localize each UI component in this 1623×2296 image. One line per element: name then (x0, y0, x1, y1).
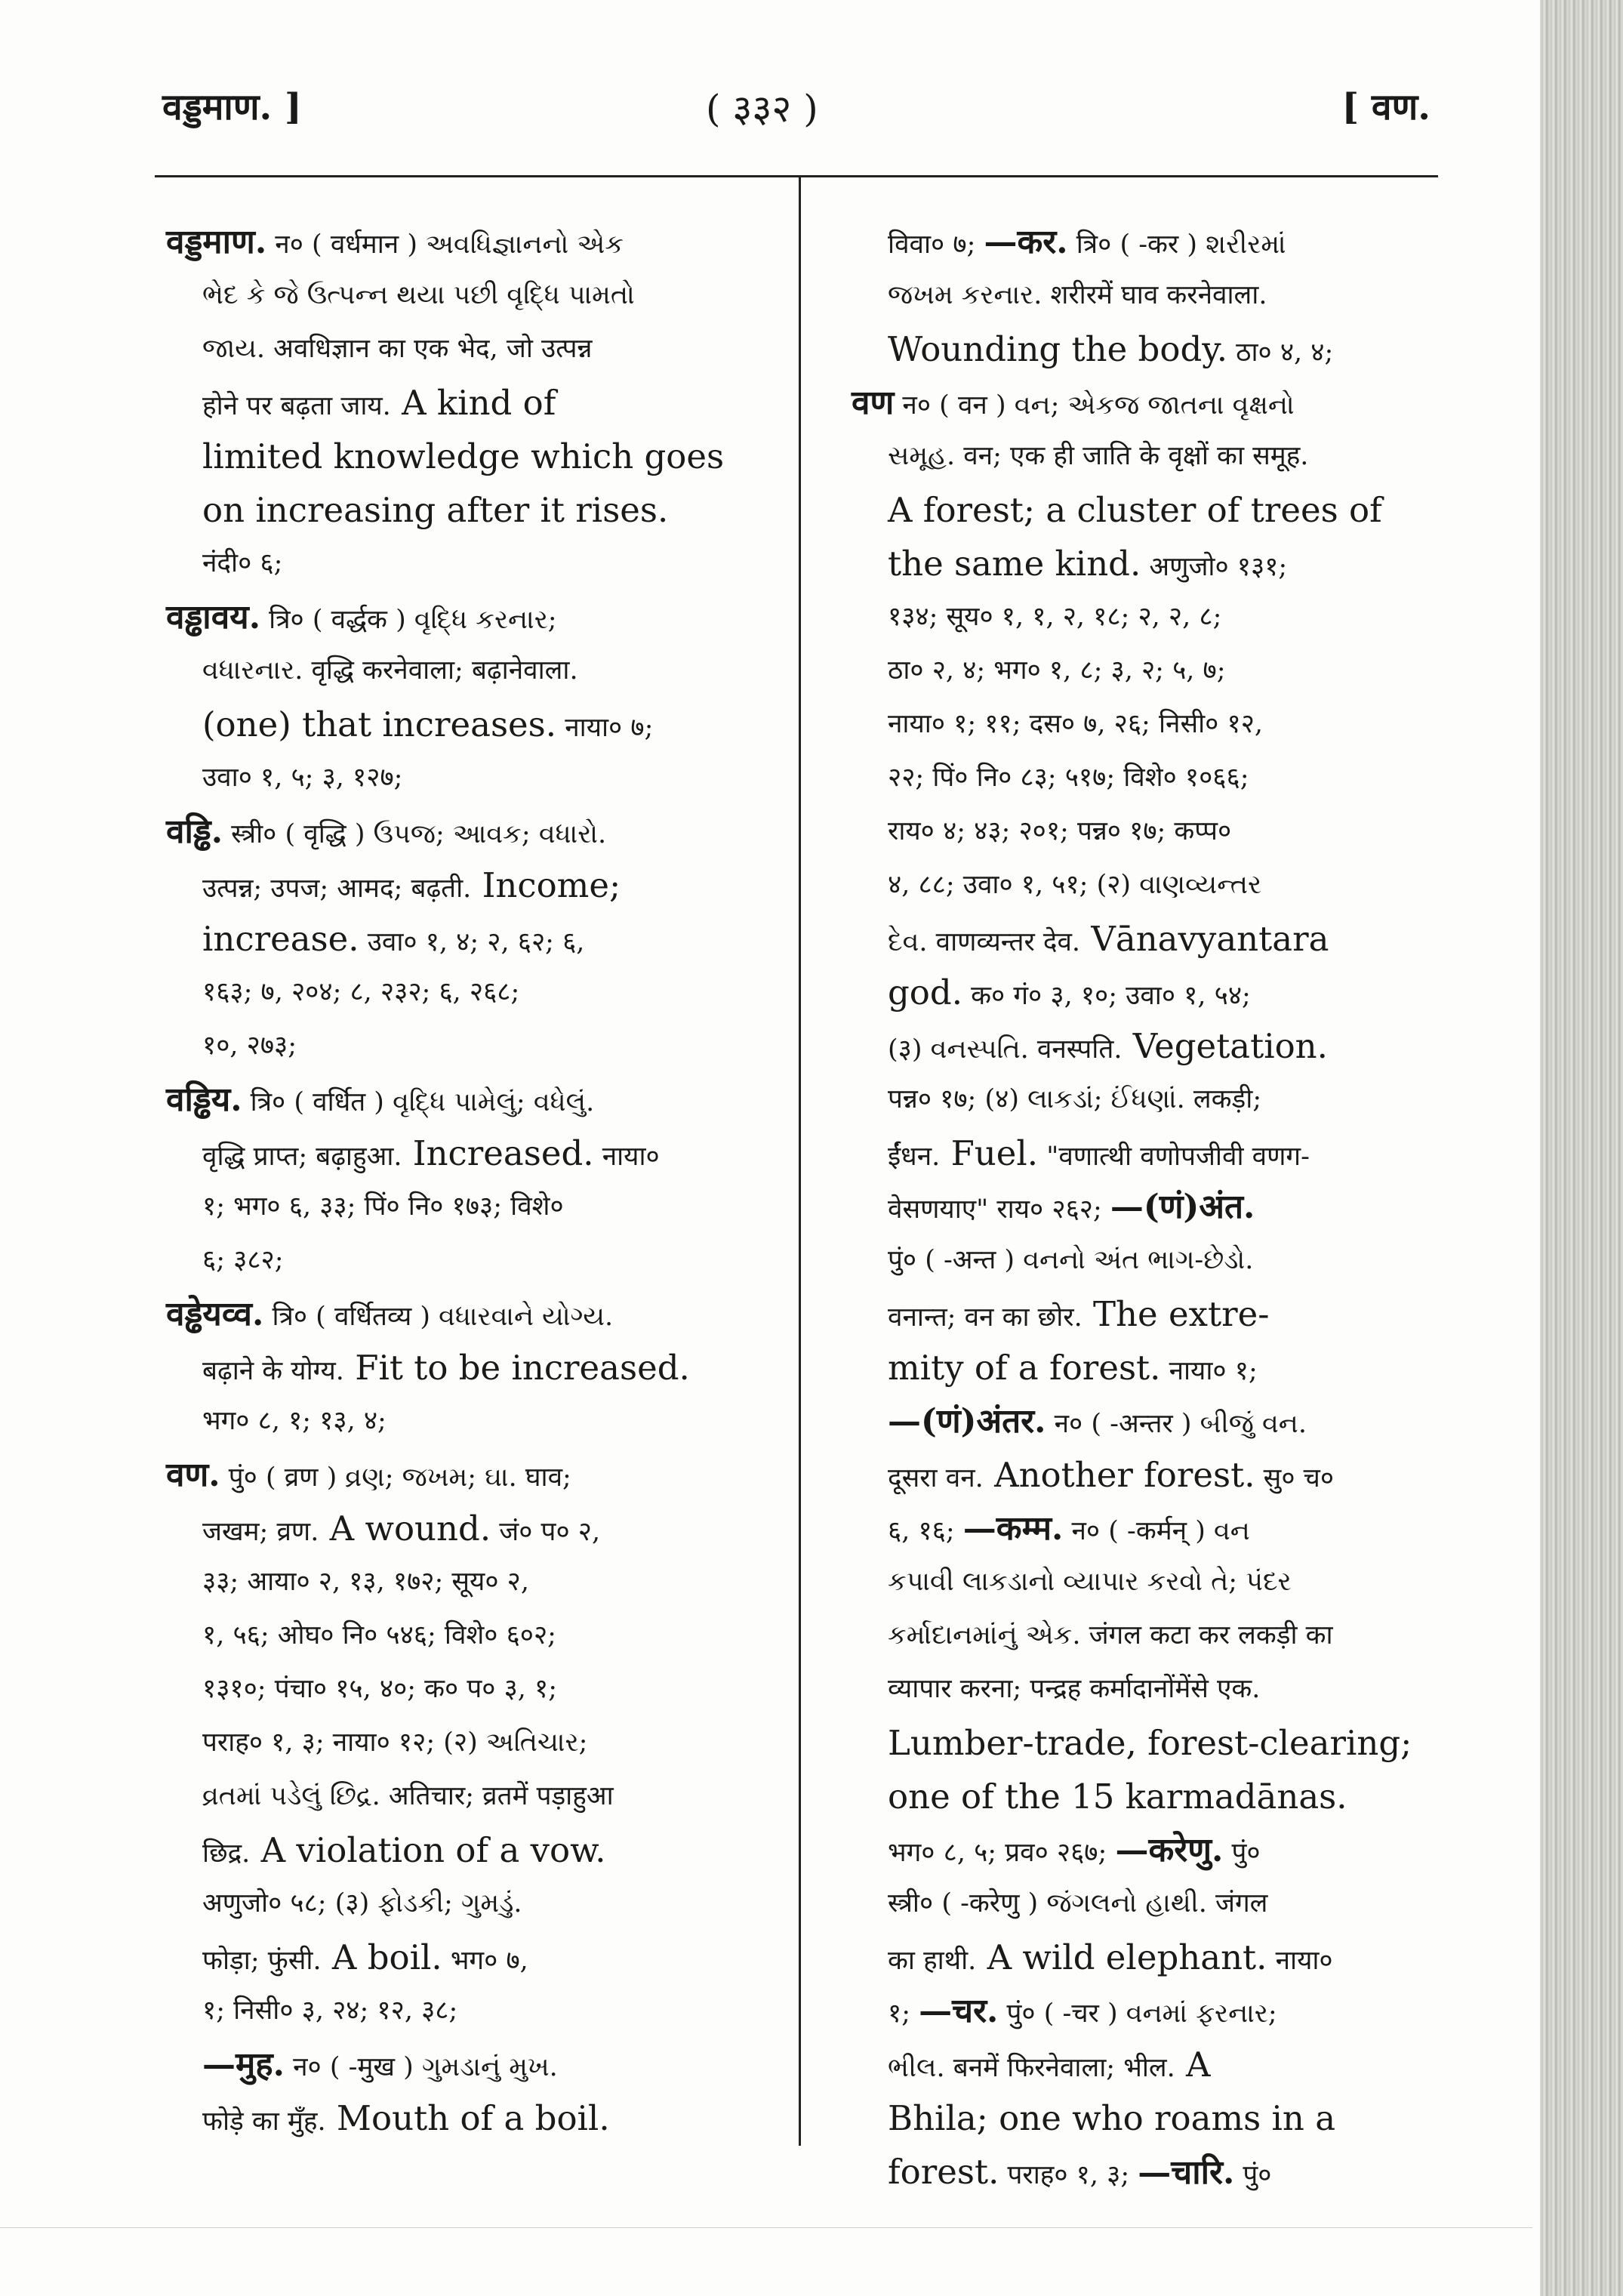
dictionary-line (852, 1073, 1474, 1126)
gloss-text: फोड़ा; फुंसी. (202, 1946, 322, 1976)
dictionary-line (852, 537, 1474, 590)
gloss-text: वृद्धि प्राप्त; बढ़ाहुआ. (202, 1142, 402, 1172)
dictionary-line (852, 2145, 1474, 2199)
gloss-text: उत्पन्न; उपज; आमद; बढ़ती. (202, 874, 472, 904)
gloss-text: पन्न० १७; (४) લાકડાં; ઈંધણાં. लकड़ी; (888, 1084, 1262, 1114)
dictionary-line (852, 215, 1474, 269)
gloss-text: १०, २७३; (202, 1031, 297, 1061)
gloss-text: વ્રતમાં પડેલું છિદ્ર. अतिचार; व्रतमें पड़ाहुआ (202, 1781, 614, 1811)
gloss-text: १; (888, 1999, 919, 2029)
english-gloss: A boil. (321, 1937, 442, 1977)
headword: —चारि. (1138, 2153, 1235, 2192)
gloss-text: ६, १६; (888, 1516, 963, 1546)
english-gloss: The extre- (1082, 1294, 1270, 1334)
dictionary-line (166, 1770, 789, 1823)
dictionary-line (166, 966, 789, 1019)
dictionary-line (852, 1555, 1474, 1609)
english-gloss: A violation of a vow. (250, 1830, 606, 1870)
headword: वण. (166, 1456, 220, 1494)
dictionary-line (166, 751, 789, 805)
gloss-text: ३३; आया० २, १३, १७२; सूय० २, (202, 1567, 530, 1597)
english-gloss: A kind of (390, 383, 556, 423)
gloss-text: ६; ३८२; (202, 1245, 284, 1275)
gloss-text: त्रि० ( वर्धित ) વૃદ્ધિ પામેલું; વધેલું. (242, 1087, 595, 1117)
header-first-word: वड्डमाण. ] (162, 86, 302, 128)
dictionary-line (166, 1502, 789, 1555)
gloss-text: न० ( -कर्मन् ) વન (1063, 1516, 1250, 1546)
gloss-text: नाया० (1267, 1946, 1333, 1976)
english-gloss: on increasing after it rises. (202, 490, 669, 530)
english-gloss: forest. (888, 2152, 999, 2192)
english-gloss: Increased. (402, 1133, 594, 1173)
dictionary-line (166, 858, 789, 912)
dictionary-line (166, 1448, 789, 1502)
dictionary-line (852, 1395, 1474, 1448)
gloss-text: १, ५६; ओघ० नि० ५४६; विशे० ६०२; (202, 1620, 556, 1650)
dictionary-line (166, 1555, 789, 1609)
dictionary-line (166, 1341, 789, 1395)
dictionary-line (852, 1663, 1474, 1716)
gloss-text: १; निसी० ३, २४; १२, ३८; (202, 1996, 458, 2026)
gloss-text: पराह० १, ३; नाया० १२; (२) અતિચાર; (202, 1727, 588, 1758)
gloss-text: ભેદ કે જે ઉત્પન્ન થયા પછી વૃદ્ધિ પામતો (202, 280, 635, 310)
gloss-text: "वणात्थी वणोपजीवी वणग- (1038, 1142, 1310, 1172)
gloss-text: पुं० (1234, 2160, 1272, 2190)
gloss-text: २२; पिं० नि० ८३; ५१७; विशे० १०६६; (888, 763, 1249, 793)
headword: वड्ढेयव्व. (166, 1295, 264, 1333)
dictionary-line (852, 2091, 1474, 2145)
headword: —(णं)अंत. (1110, 1188, 1255, 1226)
gloss-text: अणुजो० ५८; (३) ફોડકી; ગુમડું. (202, 1888, 522, 1918)
gloss-text: १३४; सूय० १, १, २, १८; २, २, ८; (888, 602, 1222, 632)
dictionary-line (852, 1234, 1474, 1287)
gloss-text: उवा० १, ४; २, ६२; ६, (359, 927, 585, 957)
dictionary-line (166, 269, 789, 322)
english-gloss: increase. (202, 919, 359, 959)
gloss-text: भग० ८, १; १३, ४; (202, 1406, 387, 1436)
dictionary-line (852, 966, 1474, 1019)
gloss-text: સમૂહ. वन; एक ही जाति के वृक्षों का समूह. (888, 441, 1309, 471)
gloss-text: छिद्र. (202, 1838, 251, 1869)
dictionary-line (852, 322, 1474, 376)
gloss-text: बढ़ाने के योग्य. (202, 1356, 344, 1386)
gloss-text: વધારનાર. वृद्धि करनेवाला; बढ़ानेवाला. (202, 655, 578, 686)
gloss-text: જાય. अवधिज्ञान का एक भेद, जो उत्पन्न (202, 334, 593, 364)
gloss-text: पराह० १, ३; (999, 2160, 1138, 2190)
footer-rule (0, 2227, 1532, 2228)
english-gloss: Fit to be increased. (343, 1348, 690, 1388)
gloss-text: ईंधन. (888, 1142, 941, 1172)
dictionary-line (166, 1877, 789, 1931)
gloss-text: स्त्री० ( वृद्धि ) ઉપજ; આવક; વધારો. (223, 819, 607, 849)
english-gloss: god. (888, 972, 963, 1012)
dictionary-line (852, 1823, 1474, 1877)
gloss-text: व्यापार करना; पन्द्रह कर्मादानोंमेंसे एक. (888, 1674, 1261, 1704)
gloss-text: न० ( वन ) વન; એકજ જાતના વૃક્ષનો (894, 390, 1295, 421)
dictionary-line (852, 1931, 1474, 1984)
gloss-text: न० ( -अन्तर ) બીજું વન. (1046, 1409, 1307, 1439)
dictionary-line (852, 644, 1474, 698)
gloss-text: नाया० १; (1160, 1356, 1258, 1386)
dictionary-line (166, 1287, 789, 1341)
dictionary-line (852, 1609, 1474, 1663)
dictionary-line (852, 430, 1474, 483)
english-gloss: (one) that increases. (202, 704, 557, 744)
dictionary-line (166, 1126, 789, 1180)
gloss-text: जं० प० २, (491, 1517, 601, 1547)
gloss-text: विवा० ७; (888, 230, 984, 260)
headword: —कम्म. (962, 1509, 1064, 1548)
dictionary-line (852, 590, 1474, 644)
dictionary-line (166, 1663, 789, 1716)
dictionary-line (166, 376, 789, 430)
dictionary-line (166, 1180, 789, 1234)
headword: वड्ढावय. (166, 598, 261, 636)
dictionary-line (166, 1823, 789, 1877)
dictionary-line (166, 2091, 789, 2145)
dictionary-line (166, 1395, 789, 1448)
dictionary-line (852, 698, 1474, 751)
gloss-text: वेसणयाए" राय० २६२; (888, 1194, 1110, 1225)
gloss-text: १; भग० ६, ३३; पिं० नि० १७३; विशे० (202, 1191, 564, 1222)
dictionary-line (166, 537, 789, 590)
gloss-text: स्त्री० ( -करेणु ) જંગલનો હાથી. जंगल (888, 1888, 1268, 1918)
gloss-text: કપાવી લાકડાનો વ્યાપાર કરવો તે; પંદર (888, 1567, 1292, 1597)
dictionary-line (166, 215, 789, 269)
dictionary-line (166, 698, 789, 751)
gloss-text: ભીલ. बनमें फिरनेवाला; भील. (888, 2053, 1175, 2083)
dictionary-line (166, 1234, 789, 1287)
headword: —चर. (919, 1992, 999, 2030)
headword: वड्डमाण. (166, 223, 267, 261)
dictionary-line (166, 644, 789, 698)
gloss-text: १३१०; पंचा० १५, ४०; क० प० ३, १; (202, 1674, 558, 1704)
english-gloss: Bhila; one who roams in a (888, 2098, 1336, 2138)
dictionary-line (852, 1126, 1474, 1180)
gloss-text: न० ( वर्धमान ) અવધિજ્ઞાનનો એક (266, 230, 624, 260)
dictionary-line (166, 1019, 789, 1073)
dictionary-line (166, 1073, 789, 1126)
gloss-text: अणुजो० १३१; (1141, 552, 1288, 582)
english-gloss: Lumber-trade, forest-clearing; (888, 1723, 1412, 1763)
gloss-text: नाया० १; ११; दस० ७, २६; निसी० १२, (888, 709, 1264, 739)
dictionary-line (852, 751, 1474, 805)
gloss-text: त्रि० ( वर्द्धक ) વૃદ્ધિ કરનાર; (260, 605, 557, 635)
dictionary-line (166, 912, 789, 966)
english-gloss: A wound. (319, 1509, 491, 1549)
english-gloss: mity of a forest. (888, 1348, 1161, 1388)
gloss-text: न० ( -मुख ) ગુમડાનું મુખ. (285, 2052, 558, 2082)
english-gloss: Vānavyantara (1080, 919, 1329, 959)
gloss-text: नाया० ७; (556, 713, 654, 743)
gloss-text: दूसरा वन. (888, 1463, 984, 1493)
gloss-text: त्रि० ( वर्धितव्य ) વધારવાને યોગ્ય. (263, 1302, 614, 1332)
gloss-text: राय० ४; ४३; २०१; पन्न० १७; कप्प० (888, 816, 1232, 846)
gloss-text: ठा० २, ४; भग० १, ८; ३, २; ५, ७; (888, 655, 1226, 686)
english-gloss: the same kind. (888, 544, 1141, 584)
gloss-text: सु० च० (1255, 1463, 1335, 1493)
gloss-text: જખમ કરનાર. शरीरमें घाव करनेवाला. (888, 280, 1267, 310)
dictionary-line (852, 1341, 1474, 1395)
english-gloss: Fuel. (940, 1133, 1039, 1173)
gloss-text: દેવ. वाणव्यन्तर देव. (888, 927, 1081, 957)
gloss-text: वनान्त; वन का छोर. (888, 1302, 1083, 1333)
scan-edge-shadow (1540, 0, 1623, 2296)
english-gloss: Income; (471, 865, 621, 905)
gloss-text: नंदी० ६; (202, 548, 283, 578)
gloss-text: का हाथी. (888, 1946, 977, 1976)
dictionary-line (852, 1019, 1474, 1073)
gloss-text: भग० ७, (442, 1946, 528, 1976)
gloss-text: फोड़े का मुँह. (202, 2106, 326, 2137)
dictionary-line (852, 269, 1474, 322)
english-gloss: one of the 15 karmadānas. (888, 1777, 1347, 1817)
dictionary-line (166, 483, 789, 537)
gloss-text: भग० ८, ५; प्रव० २६७; (888, 1838, 1116, 1868)
header-rule (155, 175, 1438, 177)
left-column (166, 215, 789, 2148)
dictionary-line (166, 430, 789, 483)
gloss-text: उवा० १, ५; ३, १२७; (202, 763, 403, 793)
english-gloss: Another forest. (983, 1455, 1255, 1495)
right-column (852, 215, 1474, 2192)
gloss-text: क० गं० ३, १०; उवा० १, ५४; (962, 981, 1251, 1011)
headword: —मुह. (202, 2045, 285, 2084)
english-gloss: Mouth of a boil. (325, 2098, 610, 2138)
dictionary-line (166, 322, 789, 376)
gloss-text: त्रि० ( -कर ) શરીરમાં (1067, 230, 1286, 260)
dictionary-line (852, 858, 1474, 912)
dictionary-line (852, 483, 1474, 537)
dictionary-line (166, 805, 789, 858)
headword: वड्ढिय. (166, 1080, 242, 1119)
dictionary-line (852, 1877, 1474, 1931)
header-last-word: [ वण. (1341, 86, 1431, 128)
gloss-text: नाया० (593, 1142, 660, 1172)
headword: वड्ढि. (166, 812, 223, 851)
gloss-text: पुं० ( व्रण ) વ્રણ; જખમ; ઘા. घाव; (220, 1462, 571, 1493)
headword: —कर. (984, 223, 1068, 261)
gloss-text: કર્માદાનમાંનું એક. जंगल कटा कर लकड़ी का (888, 1620, 1333, 1650)
english-gloss: A forest; a cluster of trees of (888, 490, 1382, 530)
dictionary-line (852, 805, 1474, 858)
page-header (162, 82, 1431, 142)
gloss-text: जखम; व्रण. (202, 1517, 319, 1547)
dictionary-line (852, 1770, 1474, 1823)
headword: —करेणु. (1115, 1831, 1224, 1869)
english-gloss: A wild elephant. (976, 1937, 1267, 1977)
dictionary-line (166, 2038, 789, 2091)
gloss-text: होने पर बढ़ता जाय. (202, 391, 391, 421)
dictionary-line (852, 1448, 1474, 1502)
gloss-text: (३) વનસ્પતિ. वनस्पति. (888, 1034, 1123, 1065)
gloss-text: ठा० ४, ४; (1227, 337, 1334, 368)
dictionary-line (852, 376, 1474, 430)
dictionary-line (852, 1287, 1474, 1341)
gloss-text: ४, ८८; उवा० १, ५१; (२) વાણવ્યન્તર (888, 870, 1262, 900)
dictionary-line (852, 2038, 1474, 2091)
gloss-text: पुं० ( -अन्त ) વનનો અંત ભાગ-છેડો. (888, 1245, 1254, 1275)
gloss-text: पुं० (1223, 1838, 1261, 1868)
column-divider (799, 175, 801, 2146)
headword: —(णं)अंतर. (888, 1402, 1046, 1441)
english-gloss: Wounding the body. (888, 329, 1227, 369)
headword: वण (852, 384, 895, 422)
gloss-text: १६३; ७, २०४; ८, २३२; ६, २६८; (202, 977, 520, 1007)
dictionary-line (852, 1180, 1474, 1234)
dictionary-line (852, 1502, 1474, 1555)
page-number: ( ३३२ ) (706, 87, 818, 131)
dictionary-line (852, 912, 1474, 966)
english-gloss: Vegetation. (1122, 1026, 1328, 1066)
dictionary-line (166, 1609, 789, 1663)
dictionary-line (166, 1716, 789, 1770)
english-gloss: limited knowledge which goes (202, 436, 725, 476)
dictionary-line (852, 1716, 1474, 1770)
dictionary-line (166, 1931, 789, 1984)
english-gloss: A (1175, 2045, 1211, 2085)
dictionary-line (852, 1984, 1474, 2038)
gloss-text: पुं० ( -चर ) વનમાં ફરનાર; (998, 1999, 1277, 2029)
dictionary-line (166, 1984, 789, 2038)
dictionary-line (166, 590, 789, 644)
